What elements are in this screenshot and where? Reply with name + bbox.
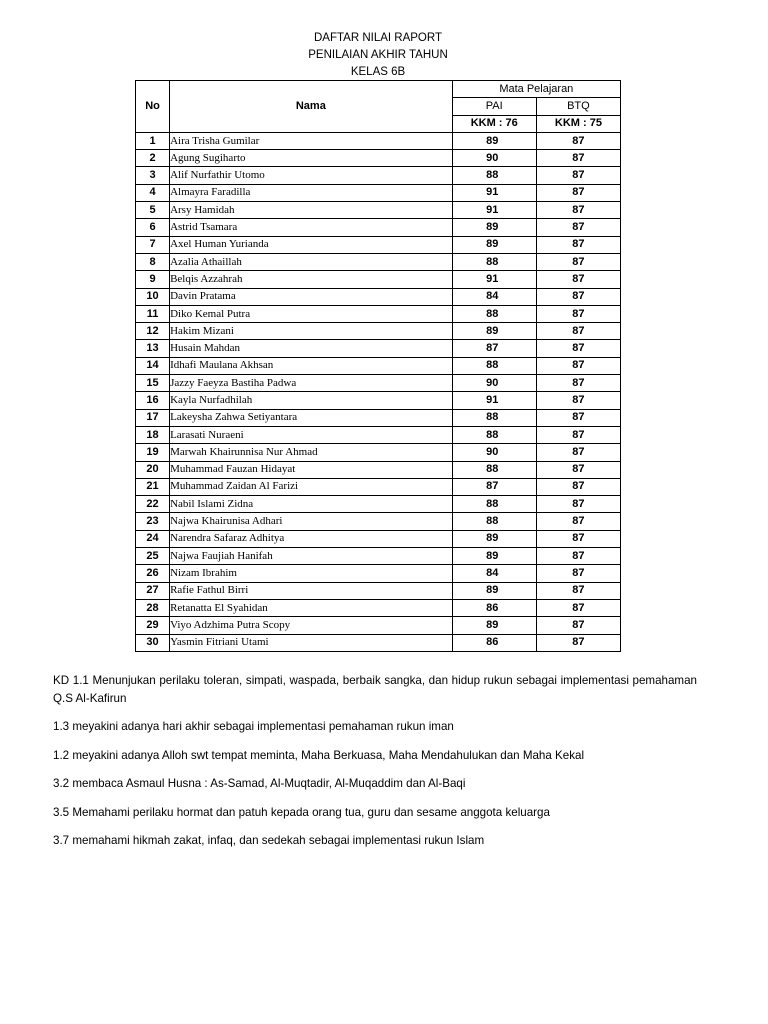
row-number-cell: 21 bbox=[136, 478, 170, 495]
table-row bbox=[136, 236, 621, 253]
header-nama: Nama bbox=[170, 81, 453, 133]
table-row bbox=[136, 496, 621, 513]
row-number-cell: 16 bbox=[136, 392, 170, 409]
btq-score-cell: 87 bbox=[536, 565, 620, 582]
table-row bbox=[136, 132, 621, 149]
table-row bbox=[136, 634, 621, 651]
pai-score-cell: 88 bbox=[452, 513, 536, 530]
pai-score-cell: 88 bbox=[452, 357, 536, 374]
header-subject-btq: BTQ bbox=[536, 98, 620, 115]
competency-item: KD 1.1 Menunjukan perilaku toleran, simpati, waspada, berbaik sangka, dan hidup rukun sebagai implementasi pemahaman Q.S Al-Kafirun bbox=[53, 674, 697, 705]
student-name-cell: Muhammad Zaidan Al Farizi bbox=[170, 478, 453, 495]
pai-score-cell: 88 bbox=[452, 253, 536, 270]
pai-score-cell: 84 bbox=[452, 288, 536, 305]
pai-score-cell: 84 bbox=[452, 565, 536, 582]
pai-score-cell: 88 bbox=[452, 461, 536, 478]
row-number-cell: 18 bbox=[136, 426, 170, 443]
btq-score-cell: 87 bbox=[536, 634, 620, 651]
table-row bbox=[136, 288, 621, 305]
pai-score-cell: 88 bbox=[452, 426, 536, 443]
btq-score-cell: 87 bbox=[536, 132, 620, 149]
btq-score-cell: 87 bbox=[536, 392, 620, 409]
student-name-cell: Najwa Khairunisa Adhari bbox=[170, 513, 453, 530]
pai-score-cell: 91 bbox=[452, 271, 536, 288]
row-number-cell: 23 bbox=[136, 513, 170, 530]
pai-score-cell: 91 bbox=[452, 202, 536, 219]
student-name-cell: Muhammad Fauzan Hidayat bbox=[170, 461, 453, 478]
table-row bbox=[136, 150, 621, 167]
table-row bbox=[136, 426, 621, 443]
student-name-cell: Arsy Hamidah bbox=[170, 202, 453, 219]
student-name-cell: Almayra Faradilla bbox=[170, 184, 453, 201]
btq-score-cell: 87 bbox=[536, 202, 620, 219]
pai-score-cell: 88 bbox=[452, 305, 536, 322]
pai-score-cell: 90 bbox=[452, 150, 536, 167]
table-row bbox=[136, 167, 621, 184]
pai-score-cell: 89 bbox=[452, 236, 536, 253]
competency-item: 3.7 memahami hikmah zakat, infaq, dan sedekah sebagai implementasi rukun Islam bbox=[53, 834, 485, 847]
row-number-cell: 2 bbox=[136, 150, 170, 167]
student-name-cell: Nizam Ibrahim bbox=[170, 565, 453, 582]
student-name-cell: Jazzy Faeyza Bastiha Padwa bbox=[170, 375, 453, 392]
row-number-cell: 5 bbox=[136, 202, 170, 219]
header-kkm-btq: KKM : 75 bbox=[536, 115, 620, 132]
row-number-cell: 14 bbox=[136, 357, 170, 374]
row-number-cell: 29 bbox=[136, 617, 170, 634]
btq-score-cell: 87 bbox=[536, 530, 620, 547]
row-number-cell: 12 bbox=[136, 323, 170, 340]
pai-score-cell: 87 bbox=[452, 478, 536, 495]
table-row bbox=[136, 582, 621, 599]
btq-score-cell: 87 bbox=[536, 548, 620, 565]
student-name-cell: Viyo Adzhima Putra Scopy bbox=[170, 617, 453, 634]
row-number-cell: 24 bbox=[136, 530, 170, 547]
row-number-cell: 19 bbox=[136, 444, 170, 461]
student-name-cell: Davin Pratama bbox=[170, 288, 453, 305]
student-name-cell: Azalia Athaillah bbox=[170, 253, 453, 270]
table-row bbox=[136, 444, 621, 461]
row-number-cell: 3 bbox=[136, 167, 170, 184]
btq-score-cell: 87 bbox=[536, 426, 620, 443]
table-row bbox=[136, 323, 621, 340]
table-row bbox=[136, 617, 621, 634]
header-mata-pelajaran: Mata Pelajaran bbox=[452, 81, 620, 98]
document-title-block bbox=[0, 30, 756, 81]
btq-score-cell: 87 bbox=[536, 357, 620, 374]
row-number-cell: 17 bbox=[136, 409, 170, 426]
table-row bbox=[136, 219, 621, 236]
btq-score-cell: 87 bbox=[536, 288, 620, 305]
pai-score-cell: 89 bbox=[452, 219, 536, 236]
competency-item: 1.2 meyakini adanya Alloh swt tempat meminta, Maha Berkuasa, Maha Mendahulukan dan Maha Kekal bbox=[53, 748, 585, 762]
student-name-cell: Yasmin Fitriani Utami bbox=[170, 634, 453, 651]
table-row bbox=[136, 599, 621, 616]
btq-score-cell: 87 bbox=[536, 271, 620, 288]
row-number-cell: 9 bbox=[136, 271, 170, 288]
table-row bbox=[136, 548, 621, 565]
pai-score-cell: 89 bbox=[452, 323, 536, 340]
row-number-cell: 30 bbox=[136, 634, 170, 651]
header-subject-pai: PAI bbox=[452, 98, 536, 115]
btq-score-cell: 87 bbox=[536, 323, 620, 340]
pai-score-cell: 89 bbox=[452, 617, 536, 634]
student-name-cell: Hakim Mizani bbox=[170, 323, 453, 340]
table-row bbox=[136, 461, 621, 478]
student-name-cell: Axel Human Yurianda bbox=[170, 236, 453, 253]
pai-score-cell: 86 bbox=[452, 634, 536, 651]
student-name-cell: Alif Nurfathir Utomo bbox=[170, 167, 453, 184]
row-number-cell: 27 bbox=[136, 582, 170, 599]
btq-score-cell: 87 bbox=[536, 184, 620, 201]
student-name-cell: Marwah Khairunnisa Nur Ahmad bbox=[170, 444, 453, 461]
competency-item: 3.2 membaca Asmaul Husna : As-Samad, Al-Muqtadir, Al-Muqaddim dan Al-Baqi bbox=[53, 777, 466, 790]
row-number-cell: 1 bbox=[136, 132, 170, 149]
table-row bbox=[136, 202, 621, 219]
student-name-cell: Kayla Nurfadhilah bbox=[170, 392, 453, 409]
btq-score-cell: 87 bbox=[536, 409, 620, 426]
student-name-cell: Agung Sugiharto bbox=[170, 150, 453, 167]
table-row bbox=[136, 305, 621, 322]
student-name-cell: Belqis Azzahrah bbox=[170, 271, 453, 288]
table-row bbox=[136, 392, 621, 409]
row-number-cell: 26 bbox=[136, 565, 170, 582]
row-number-cell: 7 bbox=[136, 236, 170, 253]
btq-score-cell: 87 bbox=[536, 582, 620, 599]
row-number-cell: 20 bbox=[136, 461, 170, 478]
row-number-cell: 6 bbox=[136, 219, 170, 236]
student-name-cell: Narendra Safaraz Adhitya bbox=[170, 530, 453, 547]
btq-score-cell: 87 bbox=[536, 496, 620, 513]
table-row bbox=[136, 375, 621, 392]
header-kkm-pai: KKM : 76 bbox=[452, 115, 536, 132]
table-row bbox=[136, 253, 621, 270]
competency-item: 1.3 meyakini adanya hari akhir sebagai implementasi pemahaman rukun iman bbox=[53, 720, 454, 733]
table-row bbox=[136, 340, 621, 357]
table-row bbox=[136, 530, 621, 547]
row-number-cell: 8 bbox=[136, 253, 170, 270]
student-name-cell: Najwa Faujiah Hanifah bbox=[170, 548, 453, 565]
table-row bbox=[136, 513, 621, 530]
table-row bbox=[136, 271, 621, 288]
pai-score-cell: 86 bbox=[452, 599, 536, 616]
competency-list bbox=[53, 672, 697, 861]
pai-score-cell: 89 bbox=[452, 582, 536, 599]
row-number-cell: 10 bbox=[136, 288, 170, 305]
row-number-cell: 11 bbox=[136, 305, 170, 322]
student-name-cell: Idhafi Maulana Akhsan bbox=[170, 357, 453, 374]
btq-score-cell: 87 bbox=[536, 253, 620, 270]
table-row bbox=[136, 184, 621, 201]
student-name-cell: Retanatta El Syahidan bbox=[170, 599, 453, 616]
btq-score-cell: 87 bbox=[536, 375, 620, 392]
btq-score-cell: 87 bbox=[536, 167, 620, 184]
student-name-cell: Lakeysha Zahwa Setiyantara bbox=[170, 409, 453, 426]
row-number-cell: 22 bbox=[136, 496, 170, 513]
pai-score-cell: 91 bbox=[452, 184, 536, 201]
student-name-cell: Diko Kemal Putra bbox=[170, 305, 453, 322]
btq-score-cell: 87 bbox=[536, 513, 620, 530]
table-row bbox=[136, 409, 621, 426]
pai-score-cell: 90 bbox=[452, 375, 536, 392]
pai-score-cell: 88 bbox=[452, 167, 536, 184]
row-number-cell: 25 bbox=[136, 548, 170, 565]
btq-score-cell: 87 bbox=[536, 150, 620, 167]
pai-score-cell: 88 bbox=[452, 409, 536, 426]
table-row bbox=[136, 565, 621, 582]
pai-score-cell: 91 bbox=[452, 392, 536, 409]
title-line-1: DAFTAR NILAI RAPORT bbox=[313, 32, 442, 44]
row-number-cell: 4 bbox=[136, 184, 170, 201]
pai-score-cell: 87 bbox=[452, 340, 536, 357]
pai-score-cell: 89 bbox=[452, 530, 536, 547]
row-number-cell: 28 bbox=[136, 599, 170, 616]
table-row bbox=[136, 357, 621, 374]
btq-score-cell: 87 bbox=[536, 599, 620, 616]
title-line-2: PENILAIAN AKHIR TAHUN bbox=[308, 49, 448, 61]
pai-score-cell: 89 bbox=[452, 548, 536, 565]
btq-score-cell: 87 bbox=[536, 461, 620, 478]
student-name-cell: Rafie Fathul Birri bbox=[170, 582, 453, 599]
header-no: No bbox=[136, 81, 170, 133]
pai-score-cell: 90 bbox=[452, 444, 536, 461]
btq-score-cell: 87 bbox=[536, 617, 620, 634]
row-number-cell: 15 bbox=[136, 375, 170, 392]
btq-score-cell: 87 bbox=[536, 340, 620, 357]
pai-score-cell: 88 bbox=[452, 496, 536, 513]
grades-table bbox=[135, 80, 621, 652]
btq-score-cell: 87 bbox=[536, 236, 620, 253]
btq-score-cell: 87 bbox=[536, 478, 620, 495]
btq-score-cell: 87 bbox=[536, 444, 620, 461]
btq-score-cell: 87 bbox=[536, 219, 620, 236]
student-name-cell: Husain Mahdan bbox=[170, 340, 453, 357]
student-name-cell: Nabil Islami Zidna bbox=[170, 496, 453, 513]
title-line-3: KELAS 6B bbox=[350, 66, 406, 78]
btq-score-cell: 87 bbox=[536, 305, 620, 322]
student-name-cell: Astrid Tsamara bbox=[170, 219, 453, 236]
pai-score-cell: 89 bbox=[452, 132, 536, 149]
student-name-cell: Aira Trisha Gumilar bbox=[170, 132, 453, 149]
student-name-cell: Larasati Nuraeni bbox=[170, 426, 453, 443]
competency-item: 3.5 Memahami perilaku hormat dan patuh kepada orang tua, guru dan sesame anggota keluarga bbox=[53, 805, 550, 819]
row-number-cell: 13 bbox=[136, 340, 170, 357]
grades-table-body bbox=[136, 132, 621, 651]
table-row bbox=[136, 478, 621, 495]
